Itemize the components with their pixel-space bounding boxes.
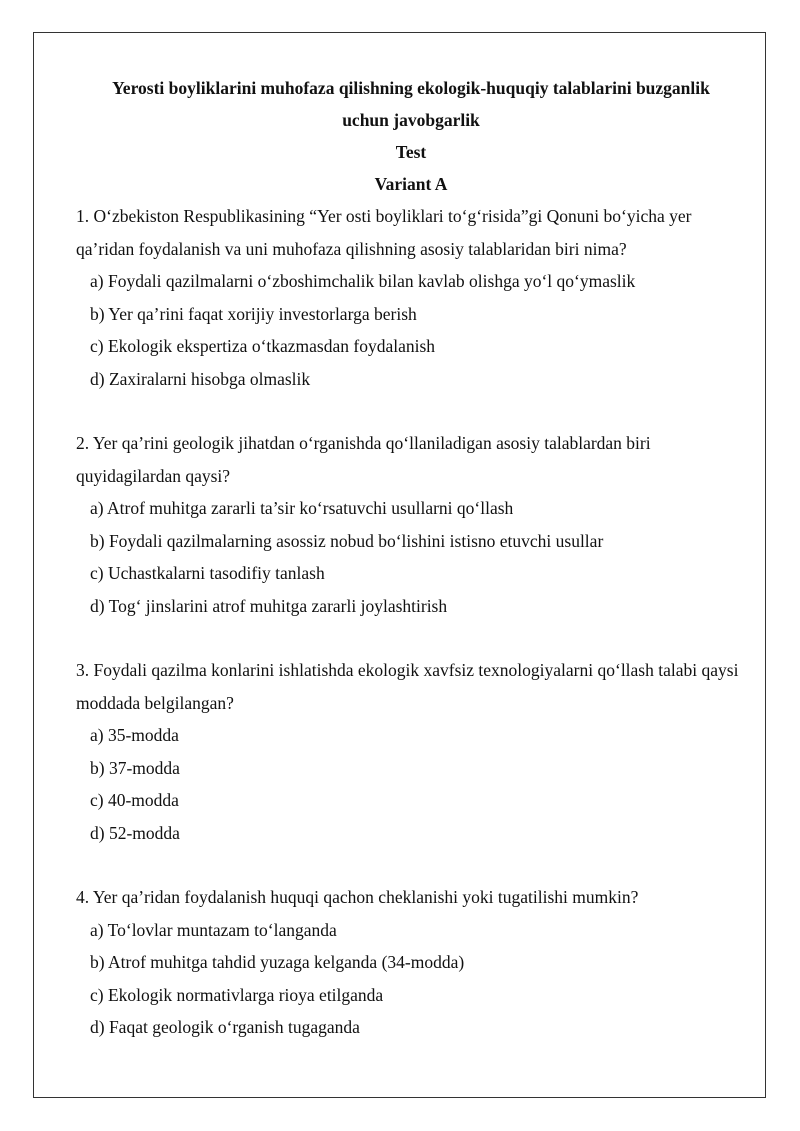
option-d: d) 52-modda <box>90 822 180 843</box>
question-3 <box>76 654 746 849</box>
option-d: d) Tog‘ jinslarini atrof muhitga zararli joylashtirish <box>90 595 448 616</box>
option-c: c) Ekologik normativlarga rioya etilganda <box>90 984 384 1005</box>
option-d: d) Faqat geologik o‘rganish tugaganda <box>90 1017 360 1037</box>
option-c: c) Uchastkalarni tasodifiy tanlash <box>90 563 325 583</box>
option-a: a) 35-modda <box>90 725 179 745</box>
option-b: b) 37-modda <box>90 757 180 778</box>
option-a: a) Atrof muhitga zararli ta’sir ko‘rsatuvchi usullarni qo‘llash <box>90 498 514 518</box>
question-text: 2. Yer qa’rini geologik jihatdan o‘rganishda qo‘llaniladigan asosiy talablardan biri quyidagilardan qaysi? <box>76 433 651 486</box>
question-text: 4. Yer qa’ridan foydalanish huquqi qachon cheklanishi yoki tugatilishi mumkin? <box>76 887 639 907</box>
spacer <box>76 849 746 881</box>
answer-options <box>76 914 746 1044</box>
test-label: Test <box>395 142 427 162</box>
option-c: c) 40-modda <box>90 790 179 810</box>
question-text: 3. Foydali qazilma konlarini ishlatishda ekologik xavfsiz texnologiyalarni qo‘llash talabi qaysi moddada belgilangan? <box>76 660 739 713</box>
question-4 <box>76 881 746 1044</box>
document-body <box>76 72 746 1044</box>
option-c: c) Ekologik ekspertiza o‘tkazmasdan foydalanish <box>90 336 436 356</box>
option-a: a) To‘lovlar muntazam to‘langanda <box>90 919 337 940</box>
spacer <box>76 395 746 427</box>
option-a: a) Foydali qazilmalarni o‘zboshimchalik bilan kavlab olishga yo‘l qo‘ymaslik <box>90 271 636 291</box>
title-line-1: Yerosti boyliklarini muhofaza qilishning ekologik-huquqiy talablarini buzganlik <box>112 78 710 98</box>
spacer <box>76 622 746 654</box>
option-b: b) Atrof muhitga tahdid yuzaga kelganda (34-modda) <box>90 952 465 972</box>
title-line-2: uchun javobgarlik <box>342 110 480 130</box>
document-title <box>76 72 746 200</box>
question-1 <box>76 200 746 395</box>
answer-options <box>76 492 746 622</box>
option-d: d) Zaxiralarni hisobga olmaslik <box>90 368 311 389</box>
option-b: b) Yer qa’rini faqat xorijiy investorlarga berish <box>90 303 417 324</box>
option-b: b) Foydali qazilmalarning asossiz nobud bo‘lishini istisno etuvchi usullar <box>90 530 604 551</box>
question-2 <box>76 427 746 622</box>
question-text: 1. O‘zbekiston Respublikasining “Yer osti boyliklari to‘g‘risida”gi Qonuni bo‘yicha yer qa’ridan foydalanish va uni muhofaza qilishning asosiy talablaridan biri nima? <box>76 206 692 259</box>
variant-label: Variant A <box>374 174 448 194</box>
answer-options <box>76 265 746 395</box>
answer-options <box>76 719 746 849</box>
